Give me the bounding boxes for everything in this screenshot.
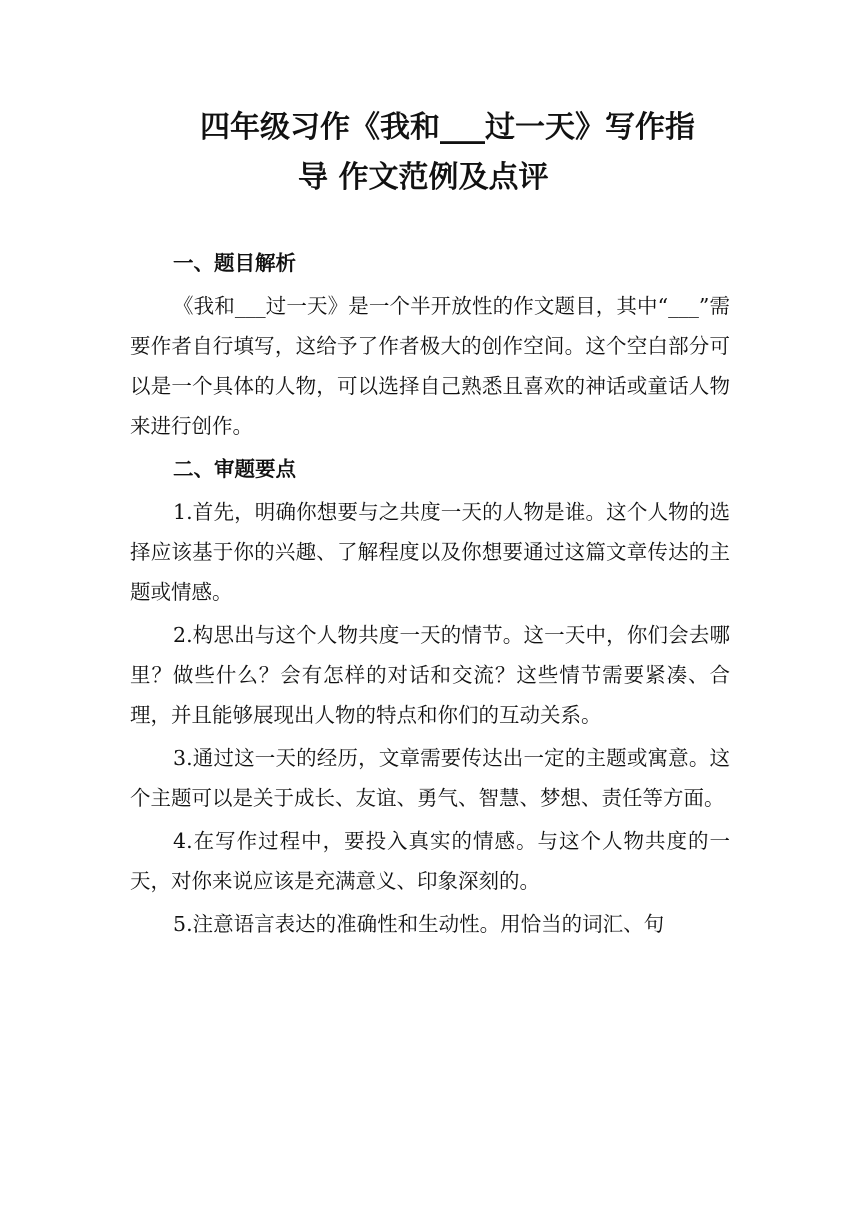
key-point-3: 3.通过这一天的经历，文章需要传达出一定的主题或寓意。这个主题可以是关于成长、友谊、勇气、智慧、梦想、责任等方面。: [130, 746, 730, 810]
section-heading-analysis: 一、题目解析: [173, 251, 297, 275]
document-title: [130, 103, 730, 203]
section-heading-key-points: 二、审题要点: [173, 457, 297, 481]
key-point-4: 4.在写作过程中，要投入真实的情感。与这个人物共度的一天，对你来说应该是充满意义、印象深刻的。: [130, 829, 730, 893]
key-point-5: 5.注意语言表达的准确性和生动性。用恰当的词汇、句: [173, 912, 665, 936]
key-point-2: 2.构思出与这个人物共度一天的情节。这一天中，你们会去哪里？做些什么？会有怎样的对话和交流？这些情节需要紧凑、合理，并且能够展现出人物的特点和你们的互动关系。: [130, 623, 730, 727]
title-line-2: 导 作文范例及点评: [298, 160, 549, 195]
analysis-paragraph: 《我和___过一天》是一个半开放性的作文题目，其中“___”需要作者自行填写，这给予了作者极大的创作空间。这个空白部分可以是一个具体的人物，可以选择自己熟悉且喜欢的神话或童话人物来进行创作。: [130, 294, 730, 438]
document-body: [130, 243, 730, 944]
key-point-1: 1.首先，明确你想要与之共度一天的人物是谁。这个人物的选择应该基于你的兴趣、了解程度以及你想要通过这篇文章传达的主题或情感。: [130, 500, 730, 604]
title-line-1: 四年级习作《我和___过一天》写作指: [200, 110, 695, 145]
